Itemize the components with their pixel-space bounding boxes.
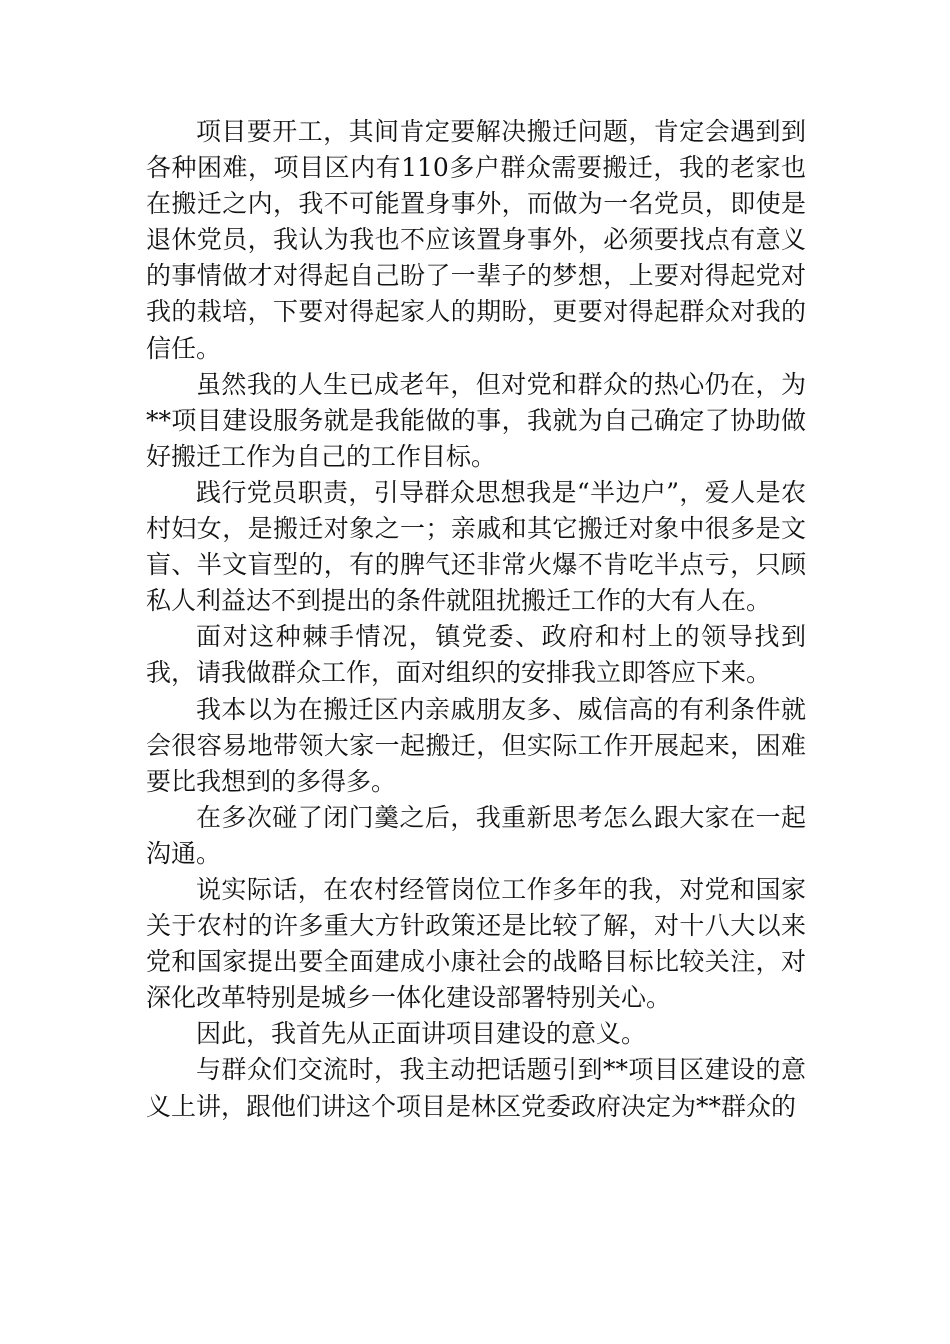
paragraph: 与群众们交流时，我主动把话题引到**项目区建设的意义上讲，跟他们讲这个项目是林区党委政府决定为**群众的: [146, 1055, 806, 1121]
paragraph: 在多次碰了闭门羹之后，我重新思考怎么跟大家在一起沟通。: [146, 802, 806, 868]
document-body: [146, 114, 806, 1125]
paragraph: 面对这种棘手情况，镇党委、政府和村上的领导找到我，请我做群众工作，面对组织的安排我立即答应下来。: [146, 622, 806, 688]
paragraph: 我本以为在搬迁区内亲戚朋友多、威信高的有利条件就会很容易地带领大家一起搬迁，但实际工作开展起来，困难要比我想到的多得多。: [146, 694, 806, 796]
paragraph: 项目要开工，其间肯定要解决搬迁问题，肯定会遇到到各种困难，项目区内有110多户群众需要搬迁，我的老家也在搬迁之内，我不可能置身事外，而做为一名党员，即使是退休党员，我认为我也不应该置身事外，必须要找点有意义的事情做才对得起自己盼了一辈子的梦想，上要对得起党对我的栽培，下要对得起家人的期盼，更要对得起群众对我的信任。: [146, 117, 806, 363]
paragraph: 因此，我首先从正面讲项目建设的意义。: [196, 1019, 647, 1049]
paragraph: 说实际话，在农村经管岗位工作多年的我，对党和国家关于农村的许多重大方针政策还是比较了解，对十八大以来党和国家提出要全面建成小康社会的战略目标比较关注，对深化改革特别是城乡一体化建设部署特别关心。: [146, 874, 806, 1013]
paragraph: 虽然我的人生已成老年，但对党和群众的热心仍在，为**项目建设服务就是我能做的事，我就为自己确定了协助做好搬迁工作为自己的工作目标。: [146, 369, 806, 471]
paragraph: 践行党员职责，引导群众思想我是“半边户”，爱人是农村妇女，是搬迁对象之一；亲戚和其它搬迁对象中很多是文盲、半文盲型的，有的脾气还非常火爆不肯吃半点亏，只顾私人利益达不到提出的条件就阻扰搬迁工作的大有人在。: [146, 477, 806, 616]
